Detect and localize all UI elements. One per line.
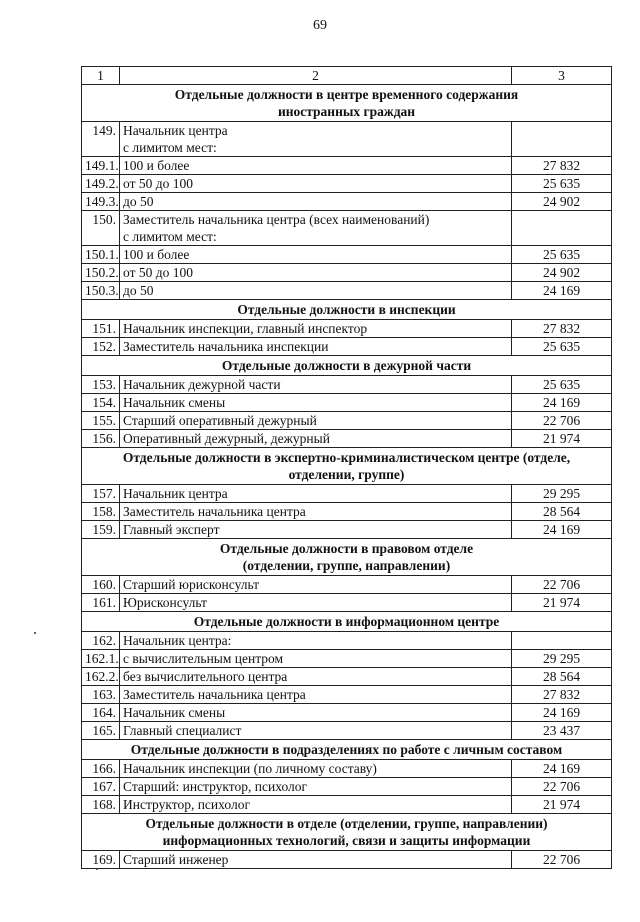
section-heading-line: Отдельные должности в информационном центре	[193, 614, 500, 629]
position-title	[120, 576, 512, 594]
salary-value: 27 832	[512, 157, 612, 175]
salary-value	[512, 632, 612, 650]
table-row	[82, 264, 612, 282]
row-number: 153.	[82, 376, 120, 394]
salary-value	[512, 211, 612, 246]
salary-value: 28 564	[512, 503, 612, 521]
section-heading-row	[82, 814, 612, 851]
table-row	[82, 376, 612, 394]
position-title	[120, 503, 512, 521]
row-number: 149.3.	[82, 193, 120, 211]
row-number: 149.	[82, 122, 120, 157]
table-row	[82, 485, 612, 503]
position-title-line: Главный специалист	[123, 723, 242, 738]
position-title-line: от 50 до 100	[123, 176, 193, 191]
section-heading-row	[82, 300, 612, 320]
position-title	[120, 851, 512, 869]
position-title-line: Начальник центра:	[123, 633, 232, 648]
position-title-line: 100 и более	[123, 247, 190, 262]
section-heading-row	[82, 85, 612, 122]
section-heading-row	[82, 539, 612, 576]
table-row	[82, 193, 612, 211]
salary-value: 22 706	[512, 778, 612, 796]
position-title	[120, 246, 512, 264]
table-row	[82, 650, 612, 668]
section-heading	[82, 356, 612, 376]
header-cell-2: 2	[120, 67, 512, 85]
row-number: 150.1.	[82, 246, 120, 264]
salary-value: 24 169	[512, 760, 612, 778]
position-title-line: от 50 до 100	[123, 265, 193, 280]
table-row	[82, 175, 612, 193]
row-number: 162.1.	[82, 650, 120, 668]
position-title	[120, 485, 512, 503]
position-title	[120, 704, 512, 722]
position-title	[120, 394, 512, 412]
header-cell-1: 1	[82, 67, 120, 85]
position-title-line: Старший оперативный дежурный	[123, 413, 317, 428]
position-title-line: с лимитом мест:	[123, 229, 217, 244]
table-row	[82, 282, 612, 300]
row-number: 159.	[82, 521, 120, 539]
row-number: 160.	[82, 576, 120, 594]
section-heading-row	[82, 740, 612, 760]
row-number: 155.	[82, 412, 120, 430]
table-row	[82, 851, 612, 869]
section-heading	[82, 448, 612, 485]
table-row	[82, 430, 612, 448]
section-heading-line: отделении, группе)	[288, 467, 405, 482]
salary-value: 23 437	[512, 722, 612, 740]
position-title	[120, 778, 512, 796]
salary-value: 29 295	[512, 485, 612, 503]
section-heading	[82, 814, 612, 851]
position-title-line: Главный эксперт	[123, 522, 220, 537]
salary-value: 25 635	[512, 376, 612, 394]
salary-value: 24 902	[512, 264, 612, 282]
row-number: 167.	[82, 778, 120, 796]
position-title-line: без вычислительного центра	[123, 669, 288, 684]
table-row	[82, 760, 612, 778]
section-heading-line: Отдельные должности в инспекции	[237, 302, 456, 317]
position-title-line: Начальник смены	[123, 705, 226, 720]
position-title-line: до 50	[123, 283, 154, 298]
table-row	[82, 211, 612, 246]
salary-value: 29 295	[512, 650, 612, 668]
position-title	[120, 430, 512, 448]
section-heading-line: Отдельные должности в экспертно-криминалистическом центре (отделе,	[122, 450, 571, 465]
row-number: 158.	[82, 503, 120, 521]
row-number: 151.	[82, 320, 120, 338]
position-title-line: Начальник инспекции, главный инспектор	[123, 321, 368, 336]
section-heading-line: Отдельные должности в дежурной части	[221, 358, 472, 373]
salary-value: 24 169	[512, 282, 612, 300]
section-heading	[82, 85, 612, 122]
position-title	[120, 686, 512, 704]
table-row	[82, 122, 612, 157]
position-title-line: Заместитель начальника инспекции	[123, 339, 329, 354]
row-number: 154.	[82, 394, 120, 412]
table-row	[82, 594, 612, 612]
row-number: 166.	[82, 760, 120, 778]
position-title	[120, 722, 512, 740]
position-title	[120, 264, 512, 282]
position-title-line: Инструктор, психолог	[123, 797, 250, 812]
section-heading	[82, 612, 612, 632]
table-row	[82, 796, 612, 814]
section-heading-line: Отдельные должности в отделе (отделении, группе, направлении)	[145, 816, 548, 831]
position-title-line: с лимитом мест:	[123, 140, 217, 155]
salary-value: 24 902	[512, 193, 612, 211]
salary-value: 27 832	[512, 320, 612, 338]
salary-value: 22 706	[512, 851, 612, 869]
section-heading-line: иностранных граждан	[277, 104, 416, 119]
section-heading-row	[82, 448, 612, 485]
page-number: 69	[313, 18, 327, 33]
table-body	[82, 67, 612, 869]
position-title-line: Старший инженер	[123, 852, 229, 867]
salary-value: 21 974	[512, 594, 612, 612]
position-title	[120, 521, 512, 539]
salary-value: 21 974	[512, 796, 612, 814]
position-title	[120, 320, 512, 338]
position-title	[120, 650, 512, 668]
table-row	[82, 412, 612, 430]
position-title	[120, 412, 512, 430]
section-heading	[82, 539, 612, 576]
position-title-line: 100 и более	[123, 158, 190, 173]
position-title-line: Заместитель начальника центра (всех наименований)	[123, 212, 430, 227]
position-title-line: Начальник инспекции (по личному составу)	[123, 761, 377, 776]
position-title-line: Начальник центра	[123, 123, 228, 138]
row-number: 152.	[82, 338, 120, 356]
table-row	[82, 394, 612, 412]
row-number: 162.	[82, 632, 120, 650]
salary-value: 22 706	[512, 412, 612, 430]
row-number: 150.	[82, 211, 120, 246]
row-number: 169.	[82, 851, 120, 869]
row-number: 149.2.	[82, 175, 120, 193]
position-title-line: Оперативный дежурный, дежурный	[123, 431, 330, 446]
position-title-line: Старший: инструктор, психолог	[123, 779, 308, 794]
position-title-line: Заместитель начальника центра	[123, 687, 306, 702]
row-number: 165.	[82, 722, 120, 740]
position-title	[120, 211, 512, 246]
table-row	[82, 503, 612, 521]
header-row	[82, 67, 612, 85]
table-row	[82, 632, 612, 650]
position-title-line: Юрисконсульт	[123, 595, 207, 610]
row-number: 157.	[82, 485, 120, 503]
salary-value: 24 169	[512, 394, 612, 412]
scan-speck	[96, 868, 98, 870]
row-number: 163.	[82, 686, 120, 704]
section-heading-row	[82, 356, 612, 376]
position-title-line: Начальник центра	[123, 486, 228, 501]
salary-value: 28 564	[512, 668, 612, 686]
scan-speck	[34, 632, 36, 634]
table-row	[82, 778, 612, 796]
header-cell-3: 3	[512, 67, 612, 85]
salary-value: 25 635	[512, 246, 612, 264]
table-row	[82, 722, 612, 740]
position-title	[120, 175, 512, 193]
position-title	[120, 122, 512, 157]
position-title	[120, 594, 512, 612]
row-number: 168.	[82, 796, 120, 814]
table-row	[82, 668, 612, 686]
row-number: 161.	[82, 594, 120, 612]
position-title	[120, 760, 512, 778]
section-heading-line: Отдельные должности в подразделениях по работе с личным составом	[130, 742, 563, 757]
salary-value: 25 635	[512, 338, 612, 356]
salary-value	[512, 122, 612, 157]
position-title	[120, 668, 512, 686]
row-number: 162.2.	[82, 668, 120, 686]
row-number: 150.3.	[82, 282, 120, 300]
position-title	[120, 632, 512, 650]
salary-value: 24 169	[512, 521, 612, 539]
table-row	[82, 320, 612, 338]
position-title-line: Начальник дежурной части	[123, 377, 281, 392]
salary-value: 25 635	[512, 175, 612, 193]
section-heading-line: информационных технологий, связи и защиты информации	[162, 833, 531, 848]
table-row	[82, 338, 612, 356]
section-heading-line: Отдельные должности в центре временного содержания	[174, 87, 519, 102]
position-title	[120, 796, 512, 814]
table-row	[82, 576, 612, 594]
position-title	[120, 338, 512, 356]
table-row	[82, 521, 612, 539]
section-heading	[82, 300, 612, 320]
table-row	[82, 704, 612, 722]
salary-value: 24 169	[512, 704, 612, 722]
table-row	[82, 246, 612, 264]
section-heading-line: (отделении, группе, направлении)	[242, 558, 451, 573]
section-heading	[82, 740, 612, 760]
position-title	[120, 157, 512, 175]
table-row	[82, 157, 612, 175]
row-number: 149.1.	[82, 157, 120, 175]
salary-value: 22 706	[512, 576, 612, 594]
position-title	[120, 282, 512, 300]
row-number: 150.2.	[82, 264, 120, 282]
row-number: 164.	[82, 704, 120, 722]
position-title-line: Заместитель начальника центра	[123, 504, 306, 519]
position-title-line: Старший юрисконсульт	[123, 577, 260, 592]
position-title	[120, 193, 512, 211]
position-title	[120, 376, 512, 394]
position-title-line: Начальник смены	[123, 395, 226, 410]
salary-table	[81, 66, 612, 869]
salary-value: 27 832	[512, 686, 612, 704]
position-title-line: до 50	[123, 194, 154, 209]
section-heading-line: Отдельные должности в правовом отделе	[219, 541, 474, 556]
position-title-line: с вычислительным центром	[123, 651, 284, 666]
salary-value: 21 974	[512, 430, 612, 448]
row-number: 156.	[82, 430, 120, 448]
table-row	[82, 686, 612, 704]
section-heading-row	[82, 612, 612, 632]
